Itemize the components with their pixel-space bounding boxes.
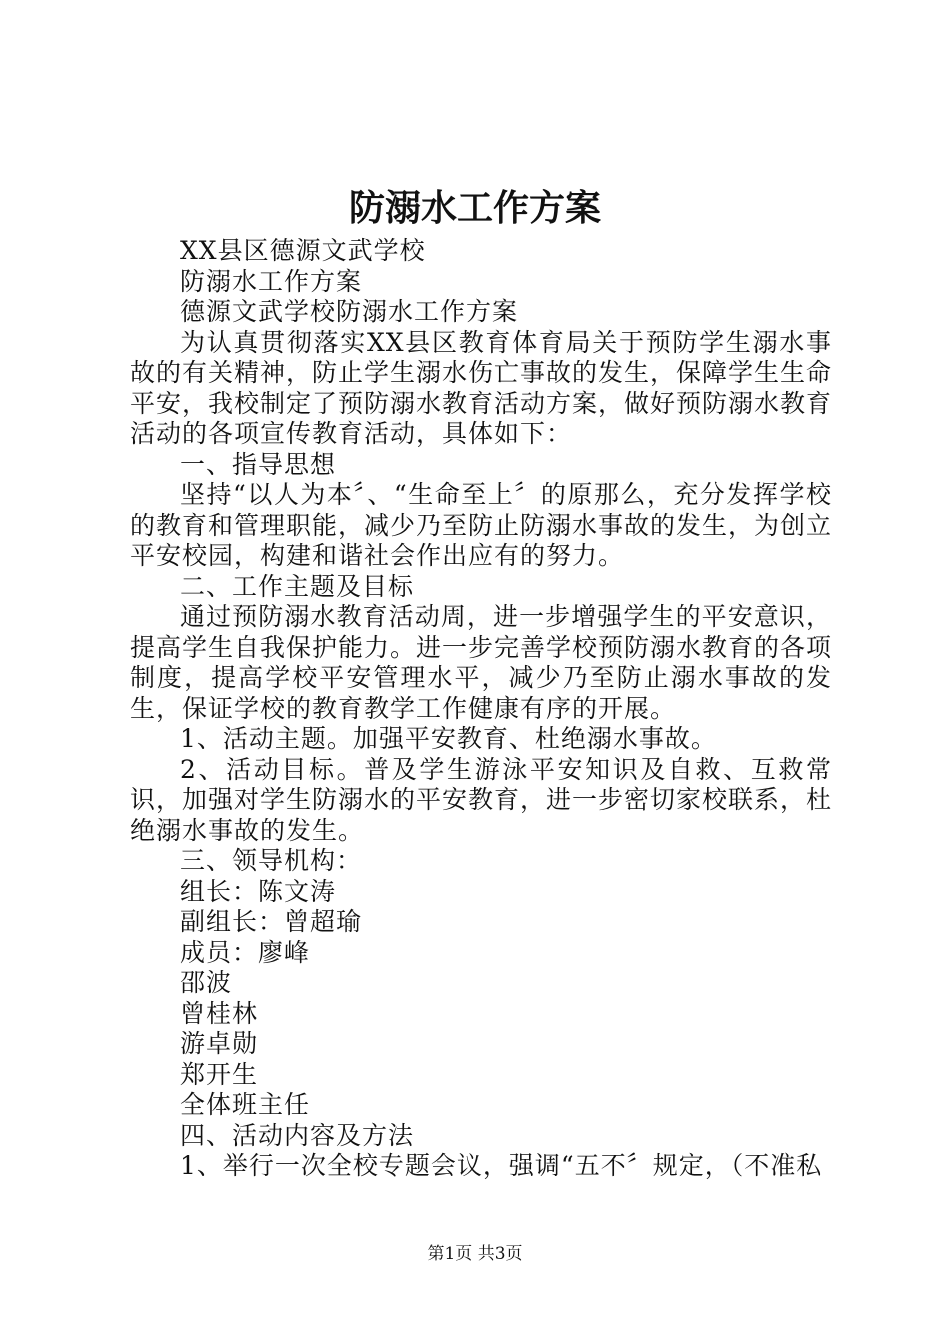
list-item: 全体班主任 (180, 1090, 311, 1119)
body-paragraph: 1、活动主题。加强平安教育、杜绝溺水事故。 (180, 724, 717, 753)
document-title: 防溺水工作方案 (348, 187, 601, 229)
list-item: 游卓勋 (180, 1029, 259, 1058)
list-item: 邵波 (180, 968, 233, 997)
body-paragraph: 坚持“以人为本〞、“生命至上〞的原那么，充分发挥学校的教育和管理职能，减少乃至防止防溺水事故的发生，为创立平安校园，构建和谐社会作出应有的努力。 (130, 480, 833, 570)
section-heading: 一、指导思想 (180, 449, 337, 479)
body-paragraph: 1、举行一次全校专题会议，强调“五不〞规定，（不准私 (180, 1151, 823, 1180)
body-paragraph: 防溺水工作方案 (180, 266, 363, 296)
document-body (130, 236, 832, 1182)
page-footer: 第1页 共3页 (427, 1244, 523, 1264)
body-paragraph: XX县区德源文武学校 (180, 236, 426, 265)
section-heading: 三、领导机构： (180, 846, 363, 875)
body-paragraph: 为认真贯彻落实XX县区教育体育局关于预防学生溺水事故的有关精神，防止学生溺水伤亡事故的发生，保障学生生命平安，我校制定了预防溺水教育活动方案，做好预防溺水教育活动的各项宣传教育活动，具体如下： (130, 327, 833, 448)
list-item: 曾桂林 (180, 998, 259, 1028)
list-item: 组长：陈文涛 (180, 876, 337, 906)
section-heading: 二、工作主题及目标 (180, 571, 415, 601)
list-item: 副组长：曾超瑜 (180, 907, 363, 936)
body-paragraph: 通过预防溺水教育活动周，进一步增强学生的平安意识，提高学生自我保护能力。进一步完善学校预防溺水教育的各项制度，提高学校平安管理水平，减少乃至防止溺水事故的发生，保证学校的教育教学工作健康有序的开展。 (130, 602, 833, 723)
body-paragraph: 2、活动目标。普及学生游泳平安知识及自救、互救常识，加强对学生防溺水的平安教育，进一步密切家校联系，杜绝溺水事故的发生。 (130, 754, 833, 845)
body-paragraph: 德源文武学校防溺水工作方案 (180, 297, 519, 326)
list-item: 郑开生 (180, 1059, 259, 1089)
section-heading: 四、活动内容及方法 (180, 1120, 415, 1150)
list-item: 成员：廖峰 (180, 937, 311, 967)
